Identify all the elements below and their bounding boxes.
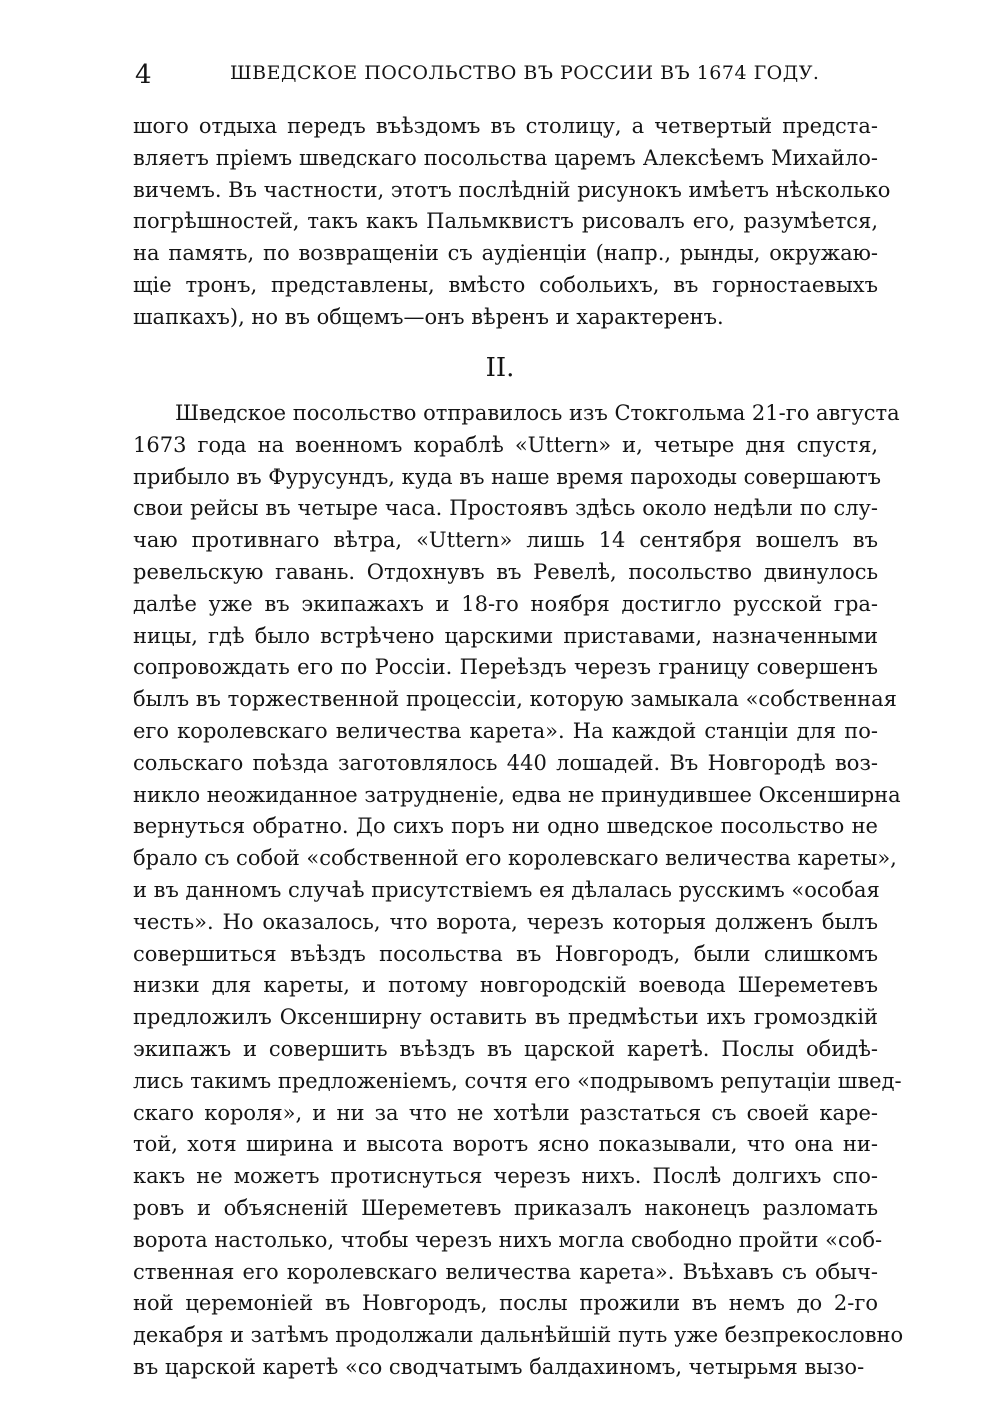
section-heading: II. [485,353,515,383]
text-line: сопровождать его по Россіи. Переѣздъ черезъ границу совершенъ [133,655,878,680]
text-line: какъ не можетъ протиснуться черезъ нихъ. Послѣ долгихъ спо- [133,1164,878,1189]
text-line: лись такимъ предложеніемъ, сочтя его «подрывомъ репутаціи швед- [133,1068,902,1093]
page-number: 4 [135,60,152,90]
text-line: скаго короля», и ни за что не хотѣли разстаться съ своей каре- [133,1100,878,1125]
paragraph-2 [133,398,904,1384]
text-line: низки для кареты, и потому новгородскій воевода Шереметевъ [133,973,878,998]
text-line: ной церемоніей въ Новгородъ, послы прожили въ немъ до 2-го [133,1291,878,1316]
text-line: чаю противнаго вѣтра, «Uttern» лишь 14 сентября вошелъ въ [133,528,878,553]
text-line: 1673 года на военномъ кораблѣ «Uttern» и, четыре дня спустя, [133,432,878,457]
text-line: вичемъ. Въ частности, этотъ послѣдній рисунокъ имѣетъ нѣсколько [133,177,891,202]
text-line: шапкахъ), но въ общемъ—онъ вѣренъ и характеренъ. [133,304,724,329]
text-line: прибыло въ Фурусундъ, куда въ наше время пароходы совершаютъ [133,464,882,489]
text-line: шого отдыха передъ въѣздомъ въ столицу, а четвертый предста- [133,114,878,138]
text-line: ворота настолько, чтобы черезъ нихъ могла свободно пройти «соб- [133,1227,883,1252]
text-line: никло неожиданное затрудненіе, едва не принудившее Оксенширна [133,782,901,807]
text-line: экипажъ и совершить въѣздъ въ царской каретѣ. Послы обидѣ- [133,1036,878,1061]
page-header [135,60,880,96]
text-line: его королевскаго величества карета». На каждой станціи для по- [133,718,878,743]
text-line: сольскаго поѣзда заготовлялось 440 лошадей. Въ Новгородѣ воз- [133,750,878,775]
text-line: ственная его королевскаго величества карета». Въѣхавъ съ обыч- [133,1259,878,1284]
text-line: свои рейсы въ четыре часа. Простоявъ здѣсь около недѣли по слу- [133,496,878,521]
text-line: вляетъ пріемъ шведскаго посольства царемъ Алексѣемъ Михайло- [133,145,878,170]
text-line: Шведское посольство отправилось изъ Стокгольма 21-го августа [175,401,900,425]
text-line: совершиться въѣздъ посольства въ Новгородъ, были слишкомъ [133,941,878,966]
text-line: погрѣшностей, такъ какъ Пальмквистъ рисовалъ его, разумѣется, [133,209,878,234]
text-line: предложилъ Оксенширну оставить въ предмѣстьи ихъ громоздкій [133,1005,878,1030]
running-title: ШВЕДСКОЕ ПОСОЛЬСТВО ВЪ РОССИИ ВЪ 1674 ГОДУ. [230,62,820,84]
text-line: ровъ и объясненій Шереметевъ приказалъ наконецъ разломать [133,1195,878,1220]
text-line: щіе тронъ, представлены, вмѣсто собольихъ, въ горностаевыхъ [133,272,878,297]
text-line: вернуться обратно. До сихъ поръ ни одно шведское посольство не [133,814,878,839]
text-line: на память, по возвращеніи съ аудіенціи (напр., рынды, окружаю- [133,241,878,266]
text-line: декабря и затѣмъ продолжали дальнѣйшій путь уже безпрекословно [133,1323,904,1348]
text-line: той, хотя ширина и высота воротъ ясно показывали, что она ни- [133,1132,878,1157]
paragraph-1 [133,111,891,334]
text-line: брало съ собой «собственной его королевскаго величества кареты», [133,846,897,871]
text-line: честь». Но оказалось, что ворота, черезъ которыя долженъ былъ [133,909,878,934]
text-line: далѣе уже въ экипажахъ и 18-го ноября достигло русской гра- [133,591,878,616]
text-line: и въ данномъ случаѣ присутствіемъ ея дѣлалась русскимъ «особая [133,877,880,902]
text-line: ревельскую гавань. Отдохнувъ въ Ревелѣ, посольство двинулось [133,559,878,584]
text-line: ницы, гдѣ было встрѣчено царскими приставами, назначенными [133,623,878,648]
text-line: былъ въ торжественной процессіи, которую замыкала «собственная [133,687,897,712]
text-line: въ царской каретѣ «со сводчатымъ балдахиномъ, четырьмя вызо- [133,1354,865,1379]
